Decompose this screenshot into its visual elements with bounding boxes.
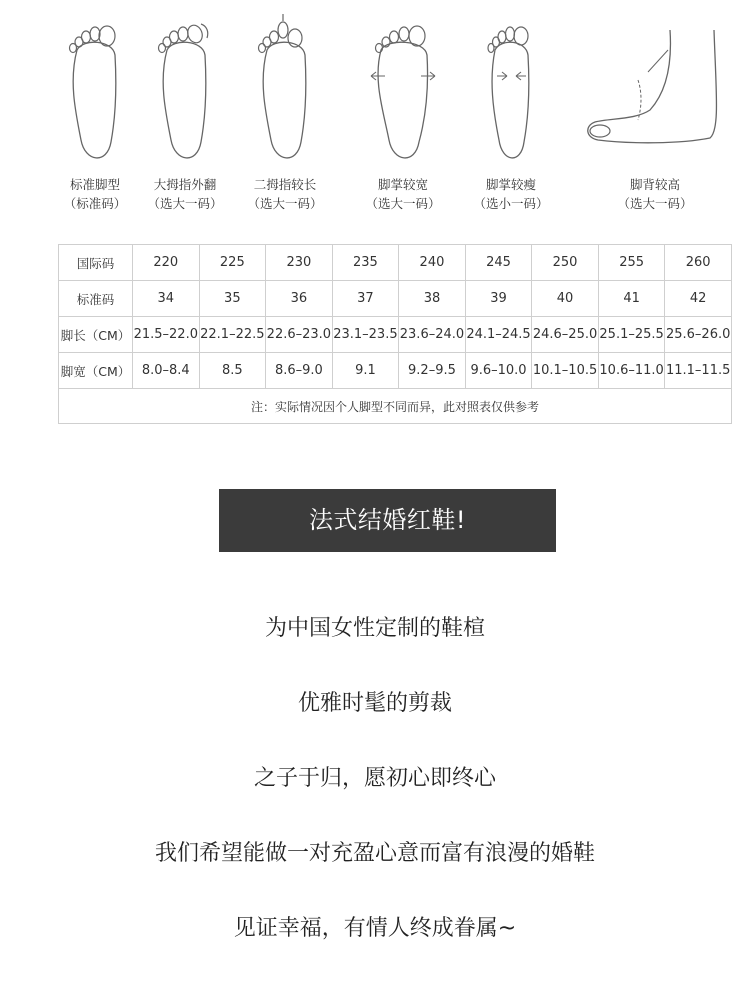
table-row [59,245,732,281]
foot-type-illustrations [40,10,730,220]
table-cell: 10.1–10.5 [532,353,599,389]
table-cell: 36 [266,281,333,317]
table-cell: 8.5 [199,353,266,389]
table-note: 注：实际情况因个人脚型不同而异，此对照表仅供参考 [59,389,732,424]
table-cell: 11.1–11.5 [665,353,732,389]
foot-sublabel: （选大一码） [247,196,323,211]
table-cell: 21.5–22.0 [133,317,200,353]
table-cell: 9.6–10.0 [465,353,532,389]
description-line: 优雅时髦的剪裁 [297,691,452,716]
table-cell: 23.1–23.5 [332,317,399,353]
table-row [59,317,732,353]
table-cell: 245 [465,245,532,281]
foot-sublabel: （选大一码） [365,196,441,211]
foot-sublabel: （选大一码） [147,196,223,211]
table-cell: 22.6–23.0 [266,317,333,353]
table-row [59,281,732,317]
foot-sublabel: （选大一码） [617,196,693,211]
foot-outline-icon [363,10,443,170]
table-cell: 220 [133,245,200,281]
foot-wide [348,10,458,220]
table-cell: 22.1–22.5 [199,317,266,353]
row-header: 国际码 [59,245,133,281]
table-cell: 8.0–8.4 [133,353,200,389]
table-cell: 250 [532,245,599,281]
table-note-row [59,389,732,424]
table-cell: 9.2–9.5 [399,353,466,389]
table-cell: 235 [332,245,399,281]
foot-long-second-toe [230,10,340,220]
table-cell: 38 [399,281,466,317]
foot-outline-icon [471,10,551,170]
table-cell: 41 [598,281,665,317]
table-cell: 37 [332,281,399,317]
foot-label: 标准脚型 [69,177,120,192]
foot-label: 脚掌较瘦 [485,177,536,192]
table-cell: 25.6–26.0 [665,317,732,353]
table-cell: 24.6–25.0 [532,317,599,353]
table-cell: 35 [199,281,266,317]
table-cell: 240 [399,245,466,281]
foot-outline-icon [245,10,325,170]
table-cell: 255 [598,245,665,281]
table-cell: 10.6–11.0 [598,353,665,389]
foot-sublabel: （标准码） [63,196,127,211]
table-cell: 34 [133,281,200,317]
foot-side-outline-icon [580,10,730,170]
title-banner: 法式结婚红鞋! [219,489,556,552]
table-cell: 39 [465,281,532,317]
foot-bunion [130,10,240,220]
foot-sublabel: （选小一码） [473,196,549,211]
row-header: 脚长（CM） [59,317,133,353]
table-cell: 25.1–25.5 [598,317,665,353]
table-cell: 40 [532,281,599,317]
description-line: 见证幸福，有情人终成眷属~ [233,916,517,941]
table-cell: 9.1 [332,353,399,389]
row-header: 脚宽（CM） [59,353,133,389]
foot-label: 脚背较高 [629,177,680,192]
foot-high-instep [580,10,730,220]
table-cell: 23.6–24.0 [399,317,466,353]
table-cell: 42 [665,281,732,317]
table-row [59,353,732,389]
row-header: 标准码 [59,281,133,317]
foot-label: 大拇指外翻 [153,177,217,192]
foot-label: 二拇指较长 [253,177,317,192]
foot-label: 脚掌较宽 [377,177,428,192]
table-cell: 24.1–24.5 [465,317,532,353]
description-line: 之子于归，愿初心即终心 [253,766,496,791]
foot-outline-icon [145,10,225,170]
table-cell: 8.6–9.0 [266,353,333,389]
foot-outline-icon [55,10,135,170]
foot-narrow [456,10,566,220]
table-cell: 260 [665,245,732,281]
table-cell: 230 [266,245,333,281]
description-line: 为中国女性定制的鞋楦 [264,616,485,641]
table-cell: 225 [199,245,266,281]
size-chart-table [58,244,732,424]
description-line: 我们希望能做一对充盈心意而富有浪漫的婚鞋 [154,841,595,866]
